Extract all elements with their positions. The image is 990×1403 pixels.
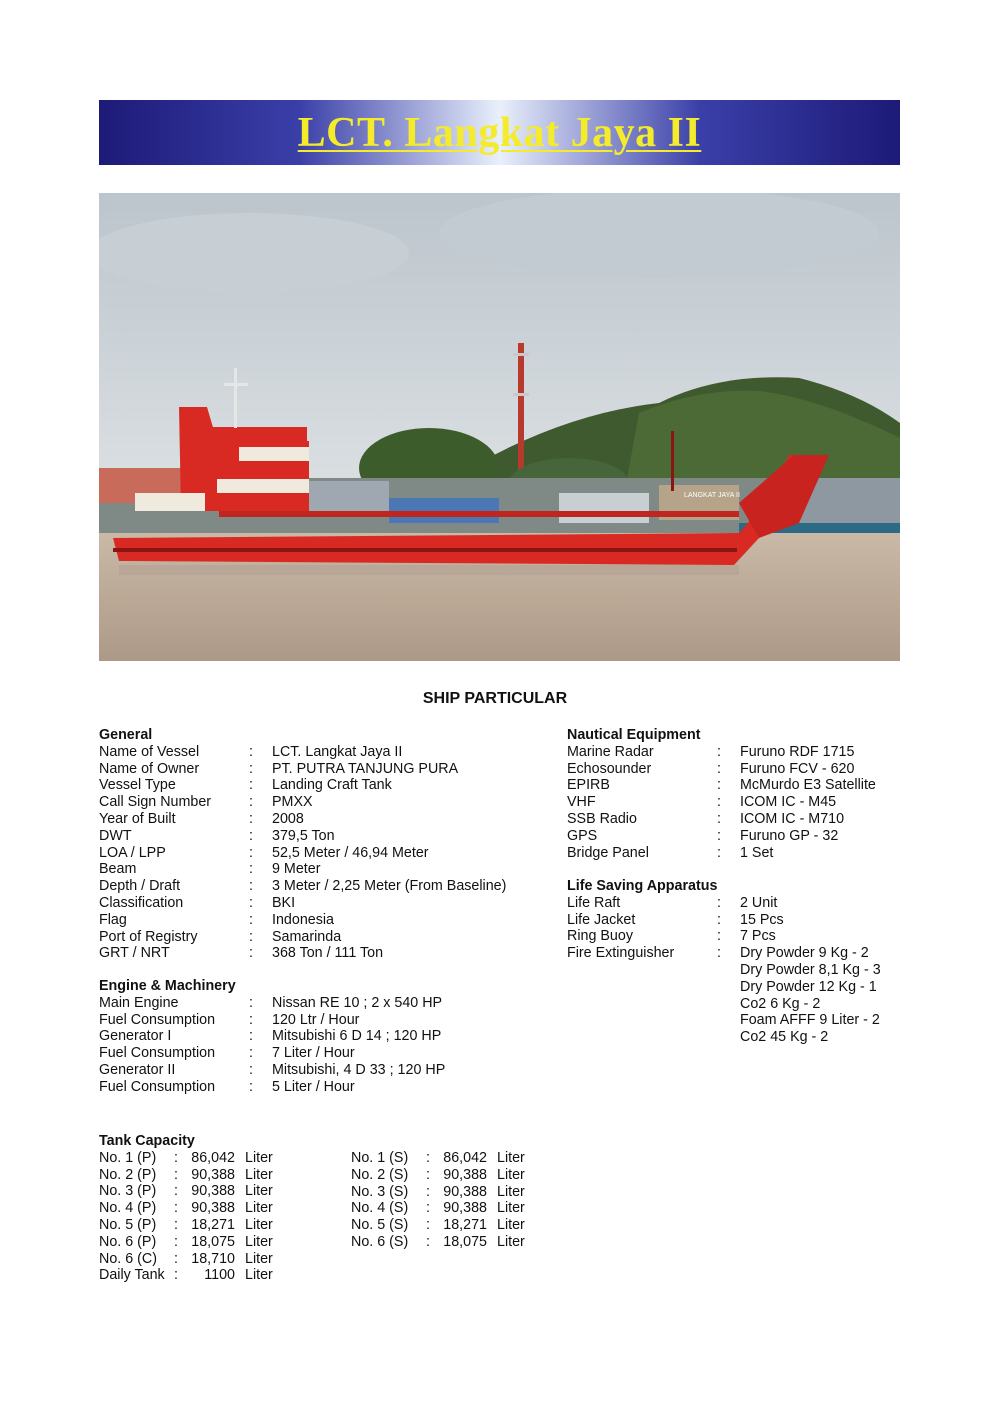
tank-row: No. 6 (S) : 18,075 Liter — [351, 1233, 525, 1250]
tank-row: No. 1 (P) : 86,042 Liter — [99, 1149, 273, 1166]
extinguisher-item: Dry Powder 12 Kg - 1 — [740, 978, 877, 995]
lifesaving-row: Fire Extinguisher : Dry Powder 9 Kg - 2 — [567, 945, 869, 962]
tank-row: Daily Tank : 1100 Liter — [99, 1267, 273, 1284]
tank-row: No. 6 (C) : 18,710 Liter — [99, 1250, 273, 1267]
tank-port-table — [99, 1133, 329, 1284]
nautical-row: SSB Radio : ICOM IC - M710 — [567, 810, 845, 827]
tank-row: No. 3 (S) : 90,388 Liter — [351, 1183, 525, 1200]
lifesaving-heading: Life Saving Apparatus — [567, 878, 718, 894]
nautical-row: VHF : ICOM IC - M45 — [567, 794, 837, 811]
tank-row: No. 1 (S) : 86,042 Liter — [351, 1150, 525, 1166]
engine-row: Main Engine : Nissan RE 10 ; 2 x 540 HP — [99, 994, 443, 1011]
general-row: LOA / LPP : 52,5 Meter / 46,94 Meter — [99, 844, 429, 861]
general-row: Year of Built : 2008 — [99, 810, 304, 827]
page-title: LCT. Langkat Jaya II — [297, 109, 702, 156]
engine-row: Fuel Consumption : 5 Liter / Hour — [99, 1078, 355, 1095]
vessel-photo — [99, 193, 900, 661]
general-row: Classification : BKI — [99, 894, 296, 911]
tank-row: No. 6 (P) : 18,075 Liter — [99, 1233, 273, 1250]
general-row: Call Sign Number : PMXX — [99, 794, 313, 811]
nautical-row: Echosounder : Furuno FCV - 620 — [567, 760, 855, 777]
general-row: GRT / NRT : 368 Ton / 111 Ton — [99, 945, 384, 962]
tank-heading: Tank Capacity — [99, 1133, 195, 1149]
tank-starboard-table — [351, 1150, 581, 1251]
nautical-heading: Nautical Equipment — [567, 727, 701, 743]
general-row: DWT : 379,5 Ton — [99, 827, 335, 844]
tank-row: No. 4 (P) : 90,388 Liter — [99, 1200, 273, 1217]
extinguisher-item: Co2 6 Kg - 2 — [740, 995, 821, 1012]
ship-illustration — [99, 193, 900, 661]
nautical-row: Marine Radar : Furuno RDF 1715 — [567, 743, 855, 760]
engine-row: Generator I : Mitsubishi 6 D 14 ; 120 HP — [99, 1028, 442, 1045]
nautical-table — [567, 727, 900, 861]
tank-row: No. 5 (S) : 18,271 Liter — [351, 1217, 525, 1234]
general-row: Vessel Type : Landing Craft Tank — [99, 777, 392, 794]
nautical-row: GPS : Furuno GP - 32 — [567, 827, 839, 844]
extinguisher-item: Foam AFFF 9 Liter - 2 — [740, 1012, 880, 1029]
extinguisher-item: Dry Powder 8,1 Kg - 3 — [740, 961, 881, 978]
engine-row: Fuel Consumption : 7 Liter / Hour — [99, 1045, 355, 1062]
tank-row: No. 4 (S) : 90,388 Liter — [351, 1200, 525, 1217]
general-row: Depth / Draft : 3 Meter / 2,25 Meter (From Baseline) — [99, 878, 507, 895]
engine-table — [99, 978, 539, 1096]
lifesaving-row: Life Jacket : 15 Pcs — [567, 911, 784, 928]
lifesaving-row: Ring Buoy : 7 Pcs — [567, 928, 776, 945]
engine-heading: Engine & Machinery — [99, 978, 236, 994]
section-title: SHIP PARTICULAR — [422, 690, 568, 707]
tank-row: No. 3 (P) : 90,388 Liter — [99, 1183, 273, 1200]
general-row: Beam : 9 Meter — [99, 861, 321, 878]
general-row: Name of Owner : PT. PUTRA TANJUNG PURA — [99, 760, 459, 777]
tank-row: No. 2 (S) : 90,388 Liter — [351, 1166, 525, 1183]
tank-row: No. 5 (P) : 18,271 Liter — [99, 1216, 273, 1233]
extinguisher-item: Co2 45 Kg - 2 — [740, 1029, 829, 1046]
general-row: Flag : Indonesia — [99, 911, 335, 928]
general-heading: General — [99, 727, 153, 743]
engine-row: Generator II : Mitsubishi, 4 D 33 ; 120 HP — [99, 1061, 446, 1078]
hull-name: LANGKAT JAYA II — [684, 492, 740, 499]
nautical-row: EPIRB : McMurdo E3 Satellite — [567, 777, 876, 794]
nautical-row: Bridge Panel : 1 Set — [567, 844, 774, 861]
general-table — [99, 727, 539, 962]
lifesaving-row: Life Raft : 2 Unit — [567, 894, 778, 911]
general-row: Port of Registry : Samarinda — [99, 928, 342, 945]
engine-row: Fuel Consumption : 120 Ltr / Hour — [99, 1011, 360, 1028]
lifesaving-table — [567, 878, 900, 1046]
general-row: Name of Vessel : LCT. Langkat Jaya II — [99, 743, 403, 760]
tank-row: No. 2 (P) : 90,388 Liter — [99, 1166, 273, 1183]
title-banner — [99, 100, 900, 165]
